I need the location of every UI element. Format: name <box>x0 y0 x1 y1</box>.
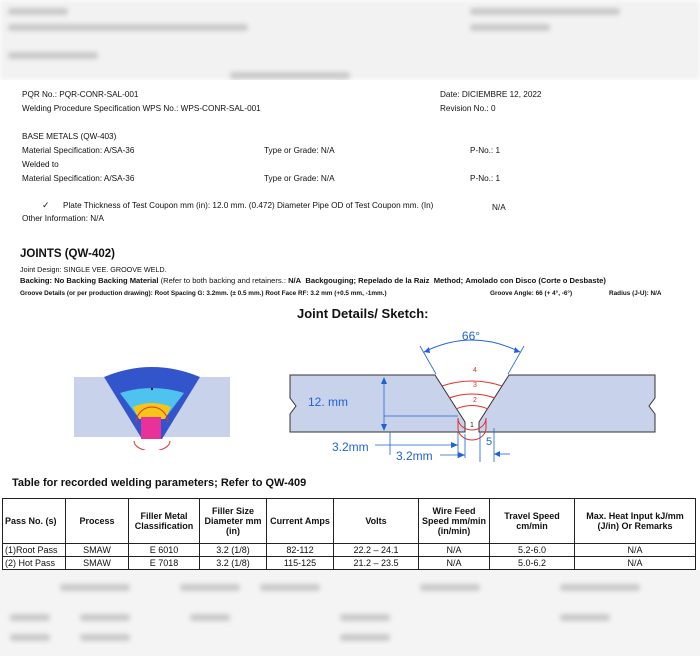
pqr-number: PQR No.: PQR-CONR-SAL-001 <box>22 90 139 99</box>
type-grade-1: Type or Grade: N/A <box>264 146 335 155</box>
blurred-text <box>340 634 390 641</box>
document-date: Date: DICIEMBRE 12, 2022 <box>440 90 542 99</box>
checkmark-icon: ✓ <box>42 200 50 210</box>
table-header-row <box>3 499 696 544</box>
blurred-text <box>190 614 230 621</box>
cell: 3.2 (1/8) <box>200 557 267 570</box>
blurred-footer-band <box>0 570 700 656</box>
revision-number: Revision No.: 0 <box>440 104 496 113</box>
pass-arc-4 <box>442 381 502 386</box>
base-metals-title: BASE METALS (QW-403) <box>22 132 117 141</box>
joint-design: Joint Design: SINGLE VEE. GROOVE WELD. <box>20 265 167 274</box>
other-information: Other Information: N/A <box>22 214 104 223</box>
table-row <box>3 557 696 570</box>
gap-label: 3.2mm <box>332 440 369 454</box>
gap-arrow <box>451 442 458 448</box>
col-pass: Pass No. (s) <box>3 499 66 544</box>
weld-cross-section-sketch <box>70 355 235 450</box>
col-travel-speed: Travel Speed cm/min <box>490 499 575 544</box>
table-row <box>3 544 696 557</box>
blurred-text <box>8 52 98 59</box>
blurred-text <box>560 614 610 621</box>
cell: N/A <box>419 544 490 557</box>
angle-arrow-left <box>424 347 430 353</box>
joints-title: JOINTS (QW-402) <box>20 248 115 260</box>
col-heat-input: Max. Heat Input kJ/mm (J/in) Or Remarks <box>575 499 696 544</box>
cell: 115-125 <box>267 557 334 570</box>
thickness-label: 12. mm <box>308 395 349 409</box>
pass-label-2: 2 <box>473 397 477 404</box>
center-dot <box>151 388 153 390</box>
welded-to-label: Welded to <box>22 160 59 169</box>
blurred-text <box>10 634 50 641</box>
blurred-text <box>60 584 130 591</box>
blurred-text <box>230 72 350 79</box>
table-title: Table for recorded welding parameters; Refer to QW-409 <box>12 477 307 489</box>
col-current: Current Amps <box>267 499 334 544</box>
cell: SMAW <box>66 544 129 557</box>
welding-parameters-table <box>2 498 696 570</box>
root-reinforcement <box>134 441 170 450</box>
backing-line <box>20 276 606 286</box>
backing-value: No Backing Backing Material <box>54 276 159 285</box>
material-spec-2: Material Specification: A/SA-36 <box>22 174 135 183</box>
cell: 82-112 <box>267 544 334 557</box>
blurred-text <box>180 584 240 591</box>
pass-arc-3 <box>449 394 495 398</box>
blurred-text <box>260 584 320 591</box>
cell: N/A <box>419 557 490 570</box>
method-value: Amolado con Disco (Corte o Desbaste) <box>465 276 606 285</box>
groove-details: Groove Details (or per production drawing): Root Spacing G: 3.2mm. (± 0.5 mm.) Root Face RF: 3.2 mm (+0.5 mm, -1mm.) <box>20 290 387 297</box>
blurred-text <box>470 24 550 31</box>
root-face-label: 3.2mm <box>396 449 433 463</box>
pass-arc-2 <box>456 406 488 410</box>
backgouging-value: Repelado de la Raiz <box>358 276 430 285</box>
joint-dimension-sketch <box>280 320 670 465</box>
wps-number: Welding Procedure Specification WPS No.: WPS-CONR-SAL-001 <box>22 104 261 113</box>
cell: E 6010 <box>129 544 200 557</box>
hot-pass <box>133 403 171 419</box>
sketch-title: Joint Details/ Sketch: <box>297 306 429 321</box>
cell: (1)Root Pass <box>3 544 66 557</box>
angle-arrow-right <box>514 347 520 353</box>
pipe-od-value: N/A <box>492 203 506 212</box>
backing-label: Backing: <box>20 276 53 285</box>
groove-angle: Groove Angle: 66 (+ 4°, -6°) <box>490 290 573 297</box>
blurred-text <box>8 8 68 15</box>
cell: (2) Hot Pass <box>3 557 66 570</box>
pass-label-1: 1 <box>470 422 474 429</box>
col-filler-size: Filler Size Diameter mm (in) <box>200 499 267 544</box>
cell: 3.2 (1/8) <box>200 544 267 557</box>
cell: 21.2 – 23.5 <box>334 557 419 570</box>
backing-na: N/A <box>288 276 302 285</box>
blurred-text <box>80 634 130 641</box>
type-grade-2: Type or Grade: N/A <box>264 174 335 183</box>
cell: 5.0-6.2 <box>490 557 575 570</box>
pass-label-3: 3 <box>473 382 477 389</box>
root-pass <box>141 417 161 439</box>
col-wire-feed: Wire Feed Speed mm/min (in/min) <box>419 499 490 544</box>
cell: 22.2 – 24.1 <box>334 544 419 557</box>
cell: E 7018 <box>129 557 200 570</box>
rf-arrow <box>458 452 465 458</box>
p-number-1: P-No.: 1 <box>470 146 501 155</box>
blurred-text <box>470 8 620 15</box>
radius: Radius (J-U): N/A <box>609 290 662 297</box>
right-plate <box>479 375 655 432</box>
cell: 5.2-6.0 <box>490 544 575 557</box>
blurred-text <box>80 614 130 621</box>
angle-label: 66° <box>461 329 481 343</box>
blurred-text <box>560 584 640 591</box>
dim5-arrow <box>494 451 500 457</box>
cell: SMAW <box>66 557 129 570</box>
col-filler-class: Filler Metal Classification <box>129 499 200 544</box>
backing-note: (Refer to both backing and retainers.: <box>160 276 286 285</box>
cell: N/A <box>575 544 696 557</box>
p-number-2: P-No.: 1 <box>470 174 501 183</box>
col-volts: Volts <box>334 499 419 544</box>
blurred-text <box>10 614 50 621</box>
material-spec-1: Material Specification: A/SA-36 <box>22 146 135 155</box>
method-label: Method; <box>433 276 464 285</box>
backgouging-label: Backgouging; <box>305 276 356 285</box>
blurred-text <box>420 584 480 591</box>
cell: N/A <box>575 557 696 570</box>
plate-thickness: Plate Thickness of Test Coupon mm (in): 12.0 mm. (0.472) Diameter Pipe OD of Test Coupon mm. (In) <box>63 201 434 210</box>
pass-label-4: 4 <box>473 367 477 374</box>
blurred-text <box>8 24 248 31</box>
col-process: Process <box>66 499 129 544</box>
dim5-label: 5 <box>486 436 493 448</box>
blurred-text <box>340 614 390 621</box>
